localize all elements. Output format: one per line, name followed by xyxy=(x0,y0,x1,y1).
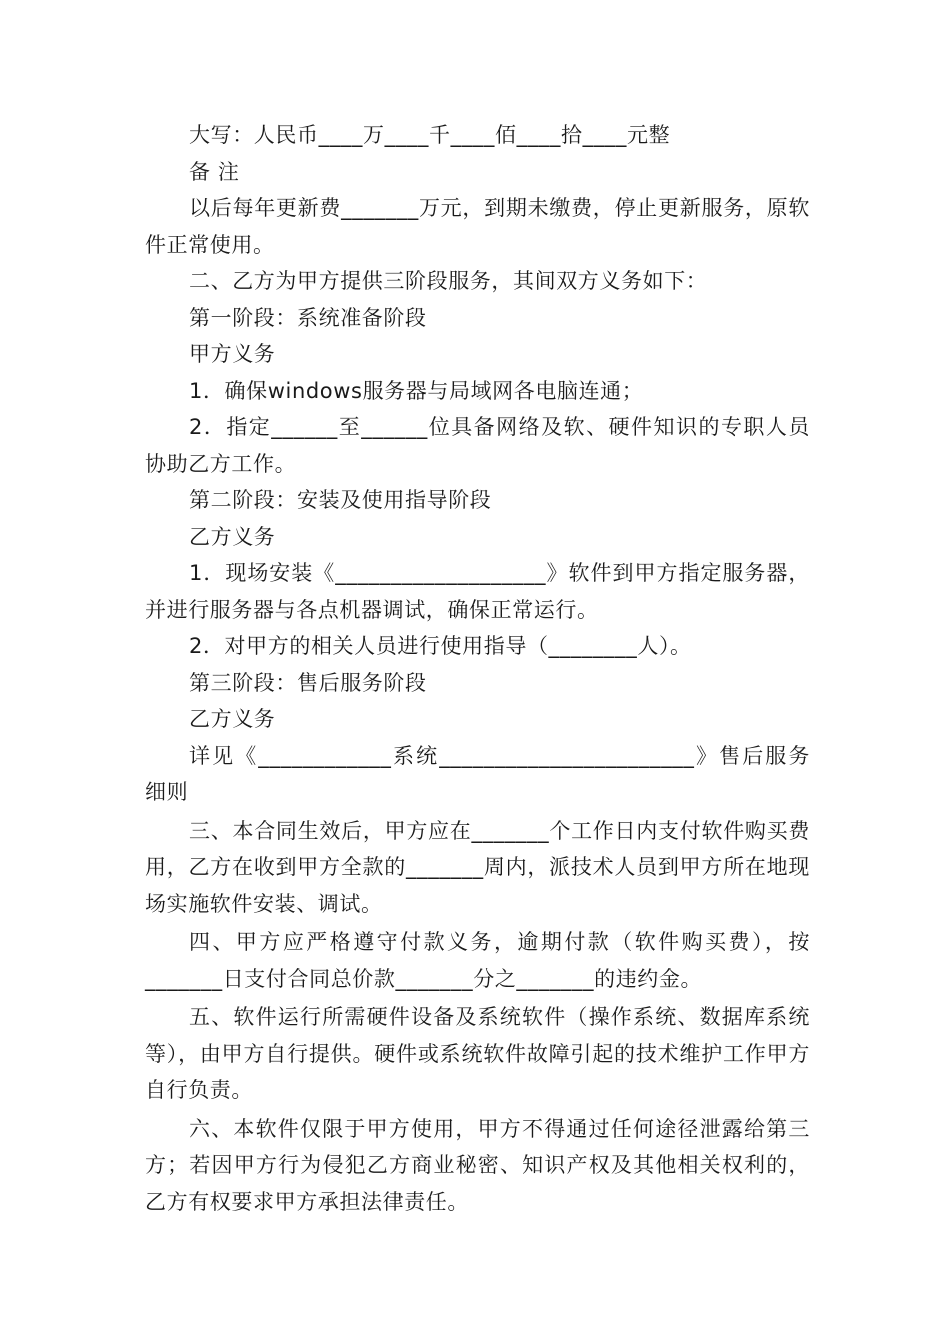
stage-three-heading: 第三阶段：售后服务阶段 xyxy=(189,670,427,695)
after-sales-reference: 详见《____________系统_______________________》售后服务细则 xyxy=(145,743,810,804)
clause-two-heading: 二、乙方为甲方提供三阶段服务，其间双方义务如下： xyxy=(189,269,708,293)
document-body xyxy=(145,117,810,1220)
stage-one-heading: 第一阶段：系统准备阶段 xyxy=(189,305,427,330)
clause-three: 三、本合同生效后，甲方应在_______个工作日内支付软件购买费用，乙方在收到甲方全款的_______周内，派技术人员到甲方所在地现场实施软件安装、调试。 xyxy=(145,818,810,916)
clause-four: 四、甲方应严格遵守付款义务，逾期付款（软件购买费），按_______日支付合同总价款_______分之_______的违约金。 xyxy=(145,930,810,991)
amount-in-words: 大写：人民币____万____千____佰____拾____元整 xyxy=(189,123,671,147)
party-a-duties-heading: 甲方义务 xyxy=(189,342,276,366)
party-b-duties-heading: 乙方义务 xyxy=(189,524,276,549)
party-b-duties-heading-2: 乙方义务 xyxy=(189,707,276,731)
annual-update-fee-clause: 以后每年更新费_______万元，到期未缴费，停止更新服务，原软件正常使用。 xyxy=(145,196,810,257)
stage-two-heading: 第二阶段：安装及使用指导阶段 xyxy=(189,488,492,512)
stage-one-item-1: 1．确保windows服务器与局域网各电脑连通； xyxy=(189,378,644,403)
remarks-heading: 备 注 xyxy=(189,159,240,184)
clause-six: 六、本软件仅限于甲方使用，甲方不得通过任何途径泄露给第三方；若因甲方行为侵犯乙方商业秘密、知识产权及其他相关权利的，乙方有权要求甲方承担法律责任。 xyxy=(145,1116,810,1214)
stage-two-item-1: 1．现场安装《___________________》软件到甲方指定服务器，并进行服务器与各点机器调试，确保正常运行。 xyxy=(145,561,810,622)
stage-two-item-2: 2．对甲方的相关人员进行使用指导（________人）。 xyxy=(189,634,692,658)
stage-one-item-2: 2．指定______至______位具备网络及软、硬件知识的专职人员协助乙方工作。 xyxy=(145,415,810,476)
clause-five: 五、软件运行所需硬件设备及系统软件（操作系统、数据库系统等），由甲方自行提供。硬件或系统软件故障引起的技术维护工作甲方自行负责。 xyxy=(145,1005,810,1102)
